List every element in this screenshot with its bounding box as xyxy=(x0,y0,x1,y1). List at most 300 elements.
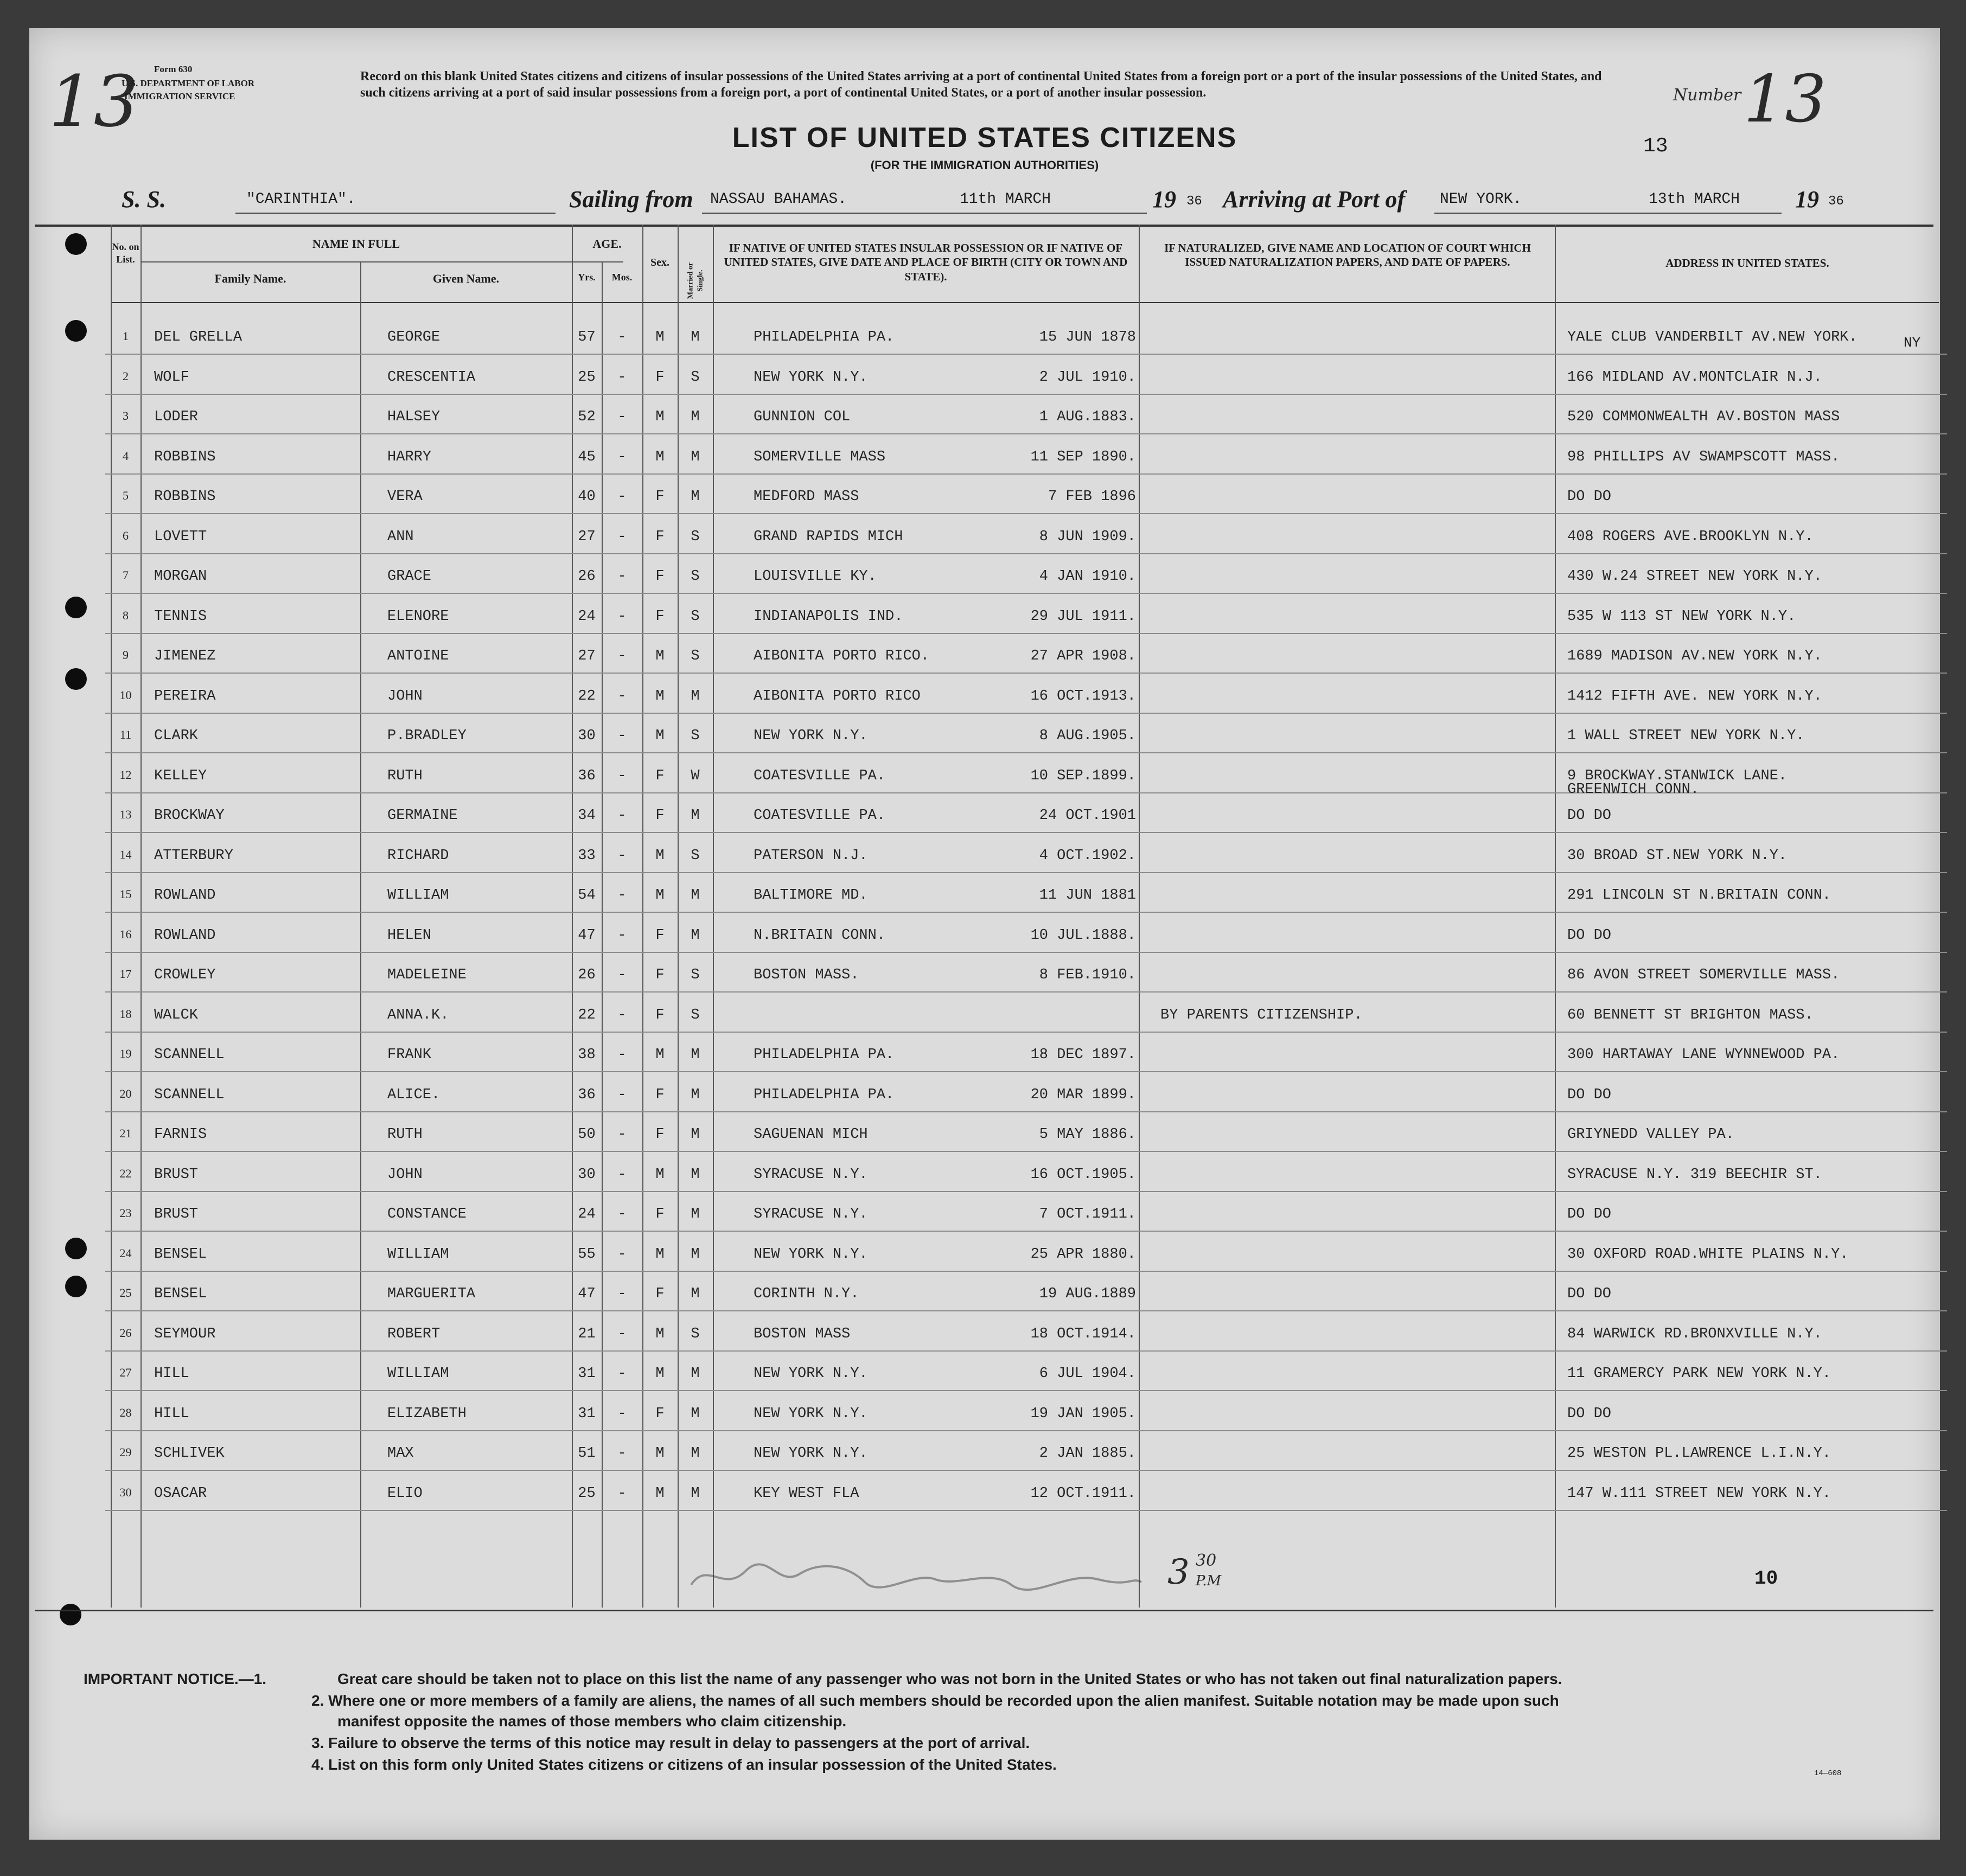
row-number-cell: 23 xyxy=(119,1206,132,1220)
form-code: 14—608 xyxy=(1814,1769,1842,1778)
marital-status-cell: M xyxy=(691,1485,700,1502)
sex-cell: F xyxy=(655,927,665,944)
sex-cell: M xyxy=(655,887,665,904)
age-years-cell: 45 xyxy=(578,449,596,465)
address-cell: 300 HARTAWAY LANE WYNNEWOOD PA. xyxy=(1567,1047,1840,1063)
sex-cell: M xyxy=(655,1246,665,1263)
marital-status-cell: M xyxy=(691,1166,700,1183)
sex-cell: F xyxy=(655,1405,665,1422)
birth-date-cell: 16 OCT.1913. xyxy=(1030,688,1136,705)
row-rule xyxy=(105,713,1947,714)
family-name-cell: ROWLAND xyxy=(154,887,216,904)
sex-cell: M xyxy=(655,409,665,425)
count-annotation: 10 xyxy=(1754,1567,1778,1590)
age-months-cell: - xyxy=(617,1366,627,1382)
marital-status-cell: M xyxy=(691,688,700,705)
given-name-cell: RUTH xyxy=(387,1126,423,1143)
birth-place-cell: PHILADELPHIA PA. xyxy=(754,1047,895,1063)
row-number-cell: 8 xyxy=(123,608,129,622)
sex-cell: M xyxy=(655,847,665,864)
given-name-cell: GRACE xyxy=(387,568,432,585)
family-name-cell: CLARK xyxy=(154,728,199,744)
birth-date-cell: 11 SEP 1890. xyxy=(1030,449,1136,465)
birth-date-cell: 15 JUN 1878 xyxy=(1039,329,1136,345)
row-rule xyxy=(105,832,1947,833)
sex-cell: M xyxy=(655,1485,665,1502)
row-rule xyxy=(105,1430,1947,1431)
age-years-cell: 31 xyxy=(578,1366,596,1382)
year-prefix-2: 19 xyxy=(1795,186,1819,213)
sex-cell: F xyxy=(655,369,665,386)
given-name-cell: CRESCENTIA xyxy=(387,369,476,386)
birth-place-cell: PHILADELPHIA PA. xyxy=(754,1086,895,1103)
birth-place-cell: SAGUENAN MICH xyxy=(754,1126,868,1143)
age-months-cell: - xyxy=(617,767,627,784)
notice-label: IMPORTANT NOTICE.—1. xyxy=(84,1670,267,1687)
birth-date-cell: 16 OCT.1905. xyxy=(1030,1166,1136,1183)
given-name-cell: ANNA.K. xyxy=(387,1007,449,1023)
row-number-cell: 3 xyxy=(123,409,129,422)
row-rule xyxy=(105,1111,1947,1112)
address-cell: 86 AVON STREET SOMERVILLE MASS. xyxy=(1567,967,1840,983)
family-name-cell: BENSEL xyxy=(154,1286,207,1302)
age-months-cell: - xyxy=(617,1126,627,1143)
family-name-cell: BENSEL xyxy=(154,1246,207,1263)
handwritten-corner-number: 13 xyxy=(49,60,139,143)
given-name-cell: WILLIAM xyxy=(387,887,449,904)
age-years-cell: 27 xyxy=(578,648,596,664)
age-years-cell: 30 xyxy=(578,1166,596,1183)
col-header-mos: Mos. xyxy=(611,272,633,283)
given-name-cell: ELENORE xyxy=(387,608,449,625)
row-rule xyxy=(105,1510,1947,1511)
age-months-cell: - xyxy=(617,449,627,465)
sex-cell: M xyxy=(655,449,665,465)
family-name-cell: BRUST xyxy=(154,1206,199,1222)
family-name-cell: HILL xyxy=(154,1405,189,1422)
age-months-cell: - xyxy=(617,1445,627,1462)
birth-date-cell: 7 OCT.1911. xyxy=(1039,1206,1136,1222)
row-rule xyxy=(105,1310,1947,1311)
row-number-cell: 29 xyxy=(119,1445,132,1459)
birth-place-cell: SYRACUSE N.Y. xyxy=(754,1206,868,1222)
row-number-cell: 12 xyxy=(119,767,132,782)
marital-status-cell: M xyxy=(691,1286,700,1302)
row-number-cell: 16 xyxy=(119,927,132,941)
row-number-cell: 11 xyxy=(119,728,132,741)
marital-status-cell: M xyxy=(691,449,700,465)
birth-date-cell: 1 AUG.1883. xyxy=(1039,409,1136,425)
row-rule xyxy=(105,1390,1947,1391)
marital-status-cell: M xyxy=(691,1047,700,1063)
family-name-cell: CROWLEY xyxy=(154,967,216,983)
age-months-cell: - xyxy=(617,409,627,425)
row-number-cell: 25 xyxy=(119,1286,132,1299)
age-months-cell: - xyxy=(617,528,627,545)
sex-cell: F xyxy=(655,1007,665,1023)
age-months-cell: - xyxy=(617,1206,627,1222)
age-years-cell: 24 xyxy=(578,1206,596,1222)
row-rule xyxy=(105,1271,1947,1272)
time-minutes: 30 xyxy=(1196,1551,1217,1570)
row-number-cell: 22 xyxy=(119,1166,132,1180)
naturalization-cell: BY PARENTS CITIZENSHIP. xyxy=(1160,1007,1363,1023)
age-years-cell: 22 xyxy=(578,688,596,705)
marital-status-cell: S xyxy=(691,528,700,545)
birth-date-cell: 24 OCT.1901 xyxy=(1039,808,1136,824)
row-number-cell: 4 xyxy=(123,449,129,463)
address-cell: 60 BENNETT ST BRIGHTON MASS. xyxy=(1567,1007,1814,1023)
row-number-cell: 7 xyxy=(123,568,129,582)
age-months-cell: - xyxy=(617,1047,627,1063)
notice-line-2b: manifest opposite the names of those members who claim citizenship. xyxy=(337,1713,847,1730)
family-name-cell: JIMENEZ xyxy=(154,648,216,664)
row-rule xyxy=(105,394,1947,395)
birth-place-cell: AIBONITA PORTO RICO xyxy=(754,688,921,705)
marital-status-cell: S xyxy=(691,648,700,664)
age-years-cell: 22 xyxy=(578,1007,596,1023)
family-name-cell: KELLEY xyxy=(154,767,207,784)
given-name-cell: ALICE. xyxy=(387,1086,441,1103)
address-cell: 520 COMMONWEALTH AV.BOSTON MASS xyxy=(1567,409,1840,425)
marital-status-cell: M xyxy=(691,1206,700,1222)
marital-status-cell: S xyxy=(691,568,700,585)
col-header-family: Family Name. xyxy=(214,272,286,285)
age-months-cell: - xyxy=(617,1007,627,1023)
row-number-cell: 18 xyxy=(119,1007,132,1021)
row-rule xyxy=(105,593,1947,594)
given-name-cell: VERA xyxy=(387,489,423,505)
address-cell: 408 ROGERS AVE.BROOKLYN N.Y. xyxy=(1567,528,1814,545)
address-cell: 98 PHILLIPS AV SWAMPSCOTT MASS. xyxy=(1567,449,1840,465)
service-name: IMMIGRATION SERVICE xyxy=(124,91,235,101)
marital-status-cell: S xyxy=(691,728,700,744)
birth-place-cell: PATERSON N.J. xyxy=(754,847,868,864)
age-years-cell: 26 xyxy=(578,967,596,983)
marital-status-cell: M xyxy=(691,1405,700,1422)
birth-date-cell: 6 JUL 1904. xyxy=(1039,1366,1136,1382)
sex-cell: M xyxy=(655,1166,665,1183)
age-years-cell: 57 xyxy=(578,329,596,345)
birth-place-cell: NEW YORK N.Y. xyxy=(754,1405,868,1422)
age-years-cell: 50 xyxy=(578,1126,596,1143)
address-cell: DO DO xyxy=(1567,1086,1612,1103)
address-cell: SYRACUSE N.Y. 319 BEECHIR ST. xyxy=(1567,1166,1822,1183)
row-rule xyxy=(105,633,1947,634)
address-cell: 1412 FIFTH AVE. NEW YORK N.Y. xyxy=(1567,688,1822,705)
birth-date-cell: 4 OCT.1902. xyxy=(1039,847,1136,864)
given-name-cell: CONSTANCE xyxy=(387,1206,467,1222)
given-name-cell: GEORGE xyxy=(387,329,441,345)
col-header-naturalized: IF NATURALIZED, GIVE NAME AND LOCATION OF COURT WHICH ISSUED NATURALIZATION PAPERS, AND DATE OF PAPERS. xyxy=(1164,241,1531,269)
family-name-cell: DEL GRELLA xyxy=(154,329,242,345)
given-name-cell: P.BRADLEY xyxy=(387,728,467,744)
family-name-cell: WALCK xyxy=(154,1007,199,1023)
family-name-cell: HILL xyxy=(154,1366,189,1382)
row-rule xyxy=(105,433,1947,434)
birth-place-cell: N.BRITAIN CONN. xyxy=(754,927,886,944)
birth-place-cell: MEDFORD MASS xyxy=(754,489,859,505)
col-header-no: No. on List. xyxy=(112,241,139,265)
family-name-cell: PEREIRA xyxy=(154,688,216,705)
given-name-cell: WILLIAM xyxy=(387,1246,449,1263)
marital-status-cell: M xyxy=(691,329,700,345)
marital-status-cell: S xyxy=(691,847,700,864)
row-number-cell: 2 xyxy=(123,369,129,383)
given-name-cell: JOHN xyxy=(387,688,423,705)
notice-line-2: 2. Where one or more members of a family are aliens, the names of all such members should be recorded upon the alien manifest. Suitable notation may be made upon such xyxy=(311,1692,1559,1709)
given-name-cell: JOHN xyxy=(387,1166,423,1183)
birth-date-cell: 19 JAN 1905. xyxy=(1030,1405,1136,1422)
sex-cell: M xyxy=(655,728,665,744)
birth-place-cell: KEY WEST FLA xyxy=(754,1485,859,1502)
marital-status-cell: S xyxy=(691,967,700,983)
age-months-cell: - xyxy=(617,1485,627,1502)
birth-date-cell: 7 FEB 1896 xyxy=(1048,489,1136,505)
address-cell: YALE CLUB VANDERBILT AV.NEW YORK. xyxy=(1567,329,1858,345)
row-rule xyxy=(105,473,1947,475)
age-years-cell: 33 xyxy=(578,847,596,864)
row-number-cell: 13 xyxy=(119,808,132,821)
birth-date-cell: 20 MAR 1899. xyxy=(1030,1086,1136,1103)
from-port: NASSAU BAHAMAS. xyxy=(710,191,847,208)
address-cell: 25 WESTON PL.LAWRENCE L.I.N.Y. xyxy=(1567,1445,1831,1462)
notice-line-4: 4. List on this form only United States citizens or citizens of an insular possession of the United States. xyxy=(311,1756,1057,1773)
family-name-cell: ATTERBURY xyxy=(154,847,233,864)
sex-cell: M xyxy=(655,1366,665,1382)
birth-place-cell: NEW YORK N.Y. xyxy=(754,1246,868,1263)
age-months-cell: - xyxy=(617,808,627,824)
birth-place-cell: COATESVILLE PA. xyxy=(754,808,886,824)
side-number: 13 xyxy=(1643,135,1668,158)
time-pm: P.M xyxy=(1196,1573,1222,1589)
notice-line-3: 3. Failure to observe the terms of this notice may result in delay to passengers at the port of arrival. xyxy=(311,1734,1030,1751)
age-months-cell: - xyxy=(617,608,627,625)
age-months-cell: - xyxy=(617,1286,627,1302)
given-name-cell: GERMAINE xyxy=(387,808,458,824)
marital-status-cell: M xyxy=(691,808,700,824)
age-years-cell: 30 xyxy=(578,728,596,744)
birth-place-cell: COATESVILLE PA. xyxy=(754,767,886,784)
row-number-cell: 5 xyxy=(123,489,129,502)
age-years-cell: 31 xyxy=(578,1405,596,1422)
row-rule xyxy=(105,1151,1947,1152)
given-name-cell: RICHARD xyxy=(387,847,449,864)
address-cell: 30 OXFORD ROAD.WHITE PLAINS N.Y. xyxy=(1567,1246,1849,1263)
age-years-cell: 25 xyxy=(578,369,596,386)
row-number-cell: 17 xyxy=(119,967,132,981)
birth-date-cell: 10 SEP.1899. xyxy=(1030,767,1136,784)
birth-date-cell: 18 OCT.1914. xyxy=(1030,1326,1136,1342)
age-months-cell: - xyxy=(617,648,627,664)
birth-place-cell: NEW YORK N.Y. xyxy=(754,1366,868,1382)
birth-place-cell: CORINTH N.Y. xyxy=(754,1286,859,1302)
sex-cell: F xyxy=(655,528,665,545)
instruction-text: Record on this blank United States citizens and citizens of insular possessions of the United States arriving at a port of continental United States from a foreign port or a port of the insular possessions of the United States, and such citizens arriving at a port of said insular possessions from a foreign port, a port of continental United States, or a port of another insular possession. xyxy=(360,69,1602,100)
age-months-cell: - xyxy=(617,568,627,585)
given-name-cell: RUTH xyxy=(387,767,423,784)
address-cell: 11 GRAMERCY PARK NEW YORK N.Y. xyxy=(1567,1366,1831,1382)
given-name-cell: HALSEY xyxy=(387,409,441,425)
marital-status-cell: W xyxy=(691,767,700,784)
given-name-cell: HARRY xyxy=(387,449,432,465)
from-date: 11th MARCH xyxy=(960,191,1051,208)
family-name-cell: OSACAR xyxy=(154,1485,207,1502)
to-port: NEW YORK. xyxy=(1440,191,1522,208)
arriving-label: Arriving at Port of xyxy=(1223,186,1406,213)
given-name-cell: ANN xyxy=(387,528,414,545)
birth-place-cell: LOUISVILLE KY. xyxy=(754,568,877,585)
row-number-cell: 19 xyxy=(119,1047,132,1060)
row-number-cell: 21 xyxy=(119,1126,132,1140)
birth-date-cell: 12 OCT.1911. xyxy=(1030,1485,1136,1502)
col-header-given: Given Name. xyxy=(432,272,500,285)
given-name-cell: ELIO xyxy=(387,1485,423,1502)
marital-status-cell: S xyxy=(691,1007,700,1023)
marital-status-cell: M xyxy=(691,1126,700,1143)
row-number-cell: 9 xyxy=(123,648,129,662)
page-title: LIST OF UNITED STATES CITIZENS xyxy=(732,122,1237,153)
number-label: Number xyxy=(1673,86,1741,105)
birth-date-cell: 4 JAN 1910. xyxy=(1039,568,1136,585)
birth-place-cell: GRAND RAPIDS MICH xyxy=(754,528,903,545)
row-rule xyxy=(105,1470,1947,1471)
marital-status-cell: M xyxy=(691,1086,700,1103)
address-cell: DO DO xyxy=(1567,1405,1612,1422)
family-name-cell: FARNIS xyxy=(154,1126,207,1143)
address-cell: 147 W.111 STREET NEW YORK N.Y. xyxy=(1567,1485,1831,1502)
address-cell: DO DO xyxy=(1567,927,1612,944)
row-rule xyxy=(105,1231,1947,1232)
year-prefix-1: 19 xyxy=(1152,186,1176,213)
age-months-cell: - xyxy=(617,1326,627,1342)
age-years-cell: 47 xyxy=(578,927,596,944)
row-number-cell: 30 xyxy=(119,1485,132,1499)
address-cell: 291 LINCOLN ST N.BRITAIN CONN. xyxy=(1567,887,1831,904)
row-rule xyxy=(105,1032,1947,1033)
family-name-cell: ROWLAND xyxy=(154,927,216,944)
address-cell: DO DO xyxy=(1567,1206,1612,1222)
row-number-cell: 14 xyxy=(119,847,132,861)
address-cell: DO DO xyxy=(1567,808,1612,824)
marital-status-cell: M xyxy=(691,1246,700,1263)
family-name-cell: ROBBINS xyxy=(154,449,216,465)
family-name-cell: LODER xyxy=(154,409,199,425)
given-name-cell: ANTOINE xyxy=(387,648,449,664)
row-rule xyxy=(105,513,1947,514)
age-years-cell: 51 xyxy=(578,1445,596,1462)
age-years-cell: 40 xyxy=(578,489,596,505)
marital-status-cell: M xyxy=(691,1445,700,1462)
address-cell: 9 BROCKWAY.STANWICK LANE. xyxy=(1567,767,1788,784)
number-value: 13 xyxy=(1744,62,1827,137)
age-months-cell: - xyxy=(617,1405,627,1422)
row-rule xyxy=(105,354,1947,355)
family-name-cell: SEYMOUR xyxy=(154,1326,216,1342)
birth-date-cell: 11 JUN 1881 xyxy=(1039,887,1136,904)
marital-status-cell: S xyxy=(691,369,700,386)
birth-date-cell: 27 APR 1908. xyxy=(1030,648,1136,664)
sex-cell: M xyxy=(655,329,665,345)
to-date: 13th MARCH xyxy=(1649,191,1740,208)
age-years-cell: 21 xyxy=(578,1326,596,1342)
age-months-cell: - xyxy=(617,688,627,705)
family-name-cell: SCANNELL xyxy=(154,1086,225,1103)
sex-cell: M xyxy=(655,1047,665,1063)
age-months-cell: - xyxy=(617,329,627,345)
address-cell: DO DO xyxy=(1567,489,1612,505)
sex-cell: F xyxy=(655,1206,665,1222)
row-rule xyxy=(105,912,1947,913)
age-years-cell: 55 xyxy=(578,1246,596,1263)
family-name-cell: ROBBINS xyxy=(154,489,216,505)
department-name: U.S. DEPARTMENT OF LABOR xyxy=(122,78,255,88)
birth-place-cell: AIBONITA PORTO RICO. xyxy=(754,648,930,664)
given-name-cell: MADELEINE xyxy=(387,967,467,983)
margin-annotation: NY xyxy=(1904,335,1921,351)
row-rule xyxy=(105,1071,1947,1072)
sex-cell: F xyxy=(655,767,665,784)
family-name-cell: MORGAN xyxy=(154,568,207,585)
signature-scrawl xyxy=(686,1555,1147,1598)
given-name-cell: MARGUERITA xyxy=(387,1286,476,1302)
birth-date-cell: 25 APR 1880. xyxy=(1030,1246,1136,1263)
sex-cell: F xyxy=(655,1286,665,1302)
given-name-cell: HELEN xyxy=(387,927,432,944)
marital-status-cell: S xyxy=(691,1326,700,1342)
birth-place-cell: SYRACUSE N.Y. xyxy=(754,1166,868,1183)
manifest-sheet xyxy=(29,28,1940,1840)
given-name-cell: FRANK xyxy=(387,1047,432,1063)
address-cell: GRIYNEDD VALLEY PA. xyxy=(1567,1126,1734,1143)
sex-cell: F xyxy=(655,1126,665,1143)
row-number-cell: 20 xyxy=(119,1086,132,1100)
row-rule xyxy=(105,952,1947,953)
row-rule xyxy=(105,991,1947,993)
age-years-cell: 38 xyxy=(578,1047,596,1063)
col-header-married: Married or Single. xyxy=(686,262,704,299)
row-number-cell: 28 xyxy=(119,1405,132,1419)
age-months-cell: - xyxy=(617,1246,627,1263)
row-number-cell: 27 xyxy=(119,1366,132,1379)
marital-status-cell: M xyxy=(691,927,700,944)
year-suffix-1: 36 xyxy=(1186,194,1202,209)
birth-place-cell: BOSTON MASS xyxy=(754,1326,851,1342)
age-years-cell: 34 xyxy=(578,808,596,824)
sex-cell: F xyxy=(655,967,665,983)
sailing-label: Sailing from xyxy=(569,186,693,213)
marital-status-cell: M xyxy=(691,409,700,425)
col-header-birth: IF NATIVE OF UNITED STATES INSULAR POSSESSION OR IF NATIVE OF UNITED STATES, GIVE DATE AND PLACE OF BIRTH (CITY OR TOWN AND STATE). xyxy=(724,241,1128,283)
birth-place-cell: BALTIMORE MD. xyxy=(754,887,868,904)
sex-cell: M xyxy=(655,1326,665,1342)
notice-line-1: Great care should be taken not to place on this list the name of any passenger who was not born in the United States or who has not taken out final naturalization papers. xyxy=(337,1670,1562,1687)
age-years-cell: 27 xyxy=(578,528,596,545)
sex-cell: F xyxy=(655,489,665,505)
birth-place-cell: BOSTON MASS. xyxy=(754,967,859,983)
age-months-cell: - xyxy=(617,1166,627,1183)
age-years-cell: 36 xyxy=(578,767,596,784)
page-subtitle: (FOR THE IMMIGRATION AUTHORITIES) xyxy=(870,158,1099,172)
marital-status-cell: M xyxy=(691,1366,700,1382)
address-cell: 84 WARWICK RD.BRONXVILLE N.Y. xyxy=(1567,1326,1822,1342)
time-annotation: 3 xyxy=(1167,1552,1190,1592)
birth-date-cell: 2 JUL 1910. xyxy=(1039,369,1136,386)
row-rule xyxy=(105,872,1947,873)
row-rule xyxy=(105,1350,1947,1352)
birth-place-cell: NEW YORK N.Y. xyxy=(754,728,868,744)
age-years-cell: 47 xyxy=(578,1286,596,1302)
